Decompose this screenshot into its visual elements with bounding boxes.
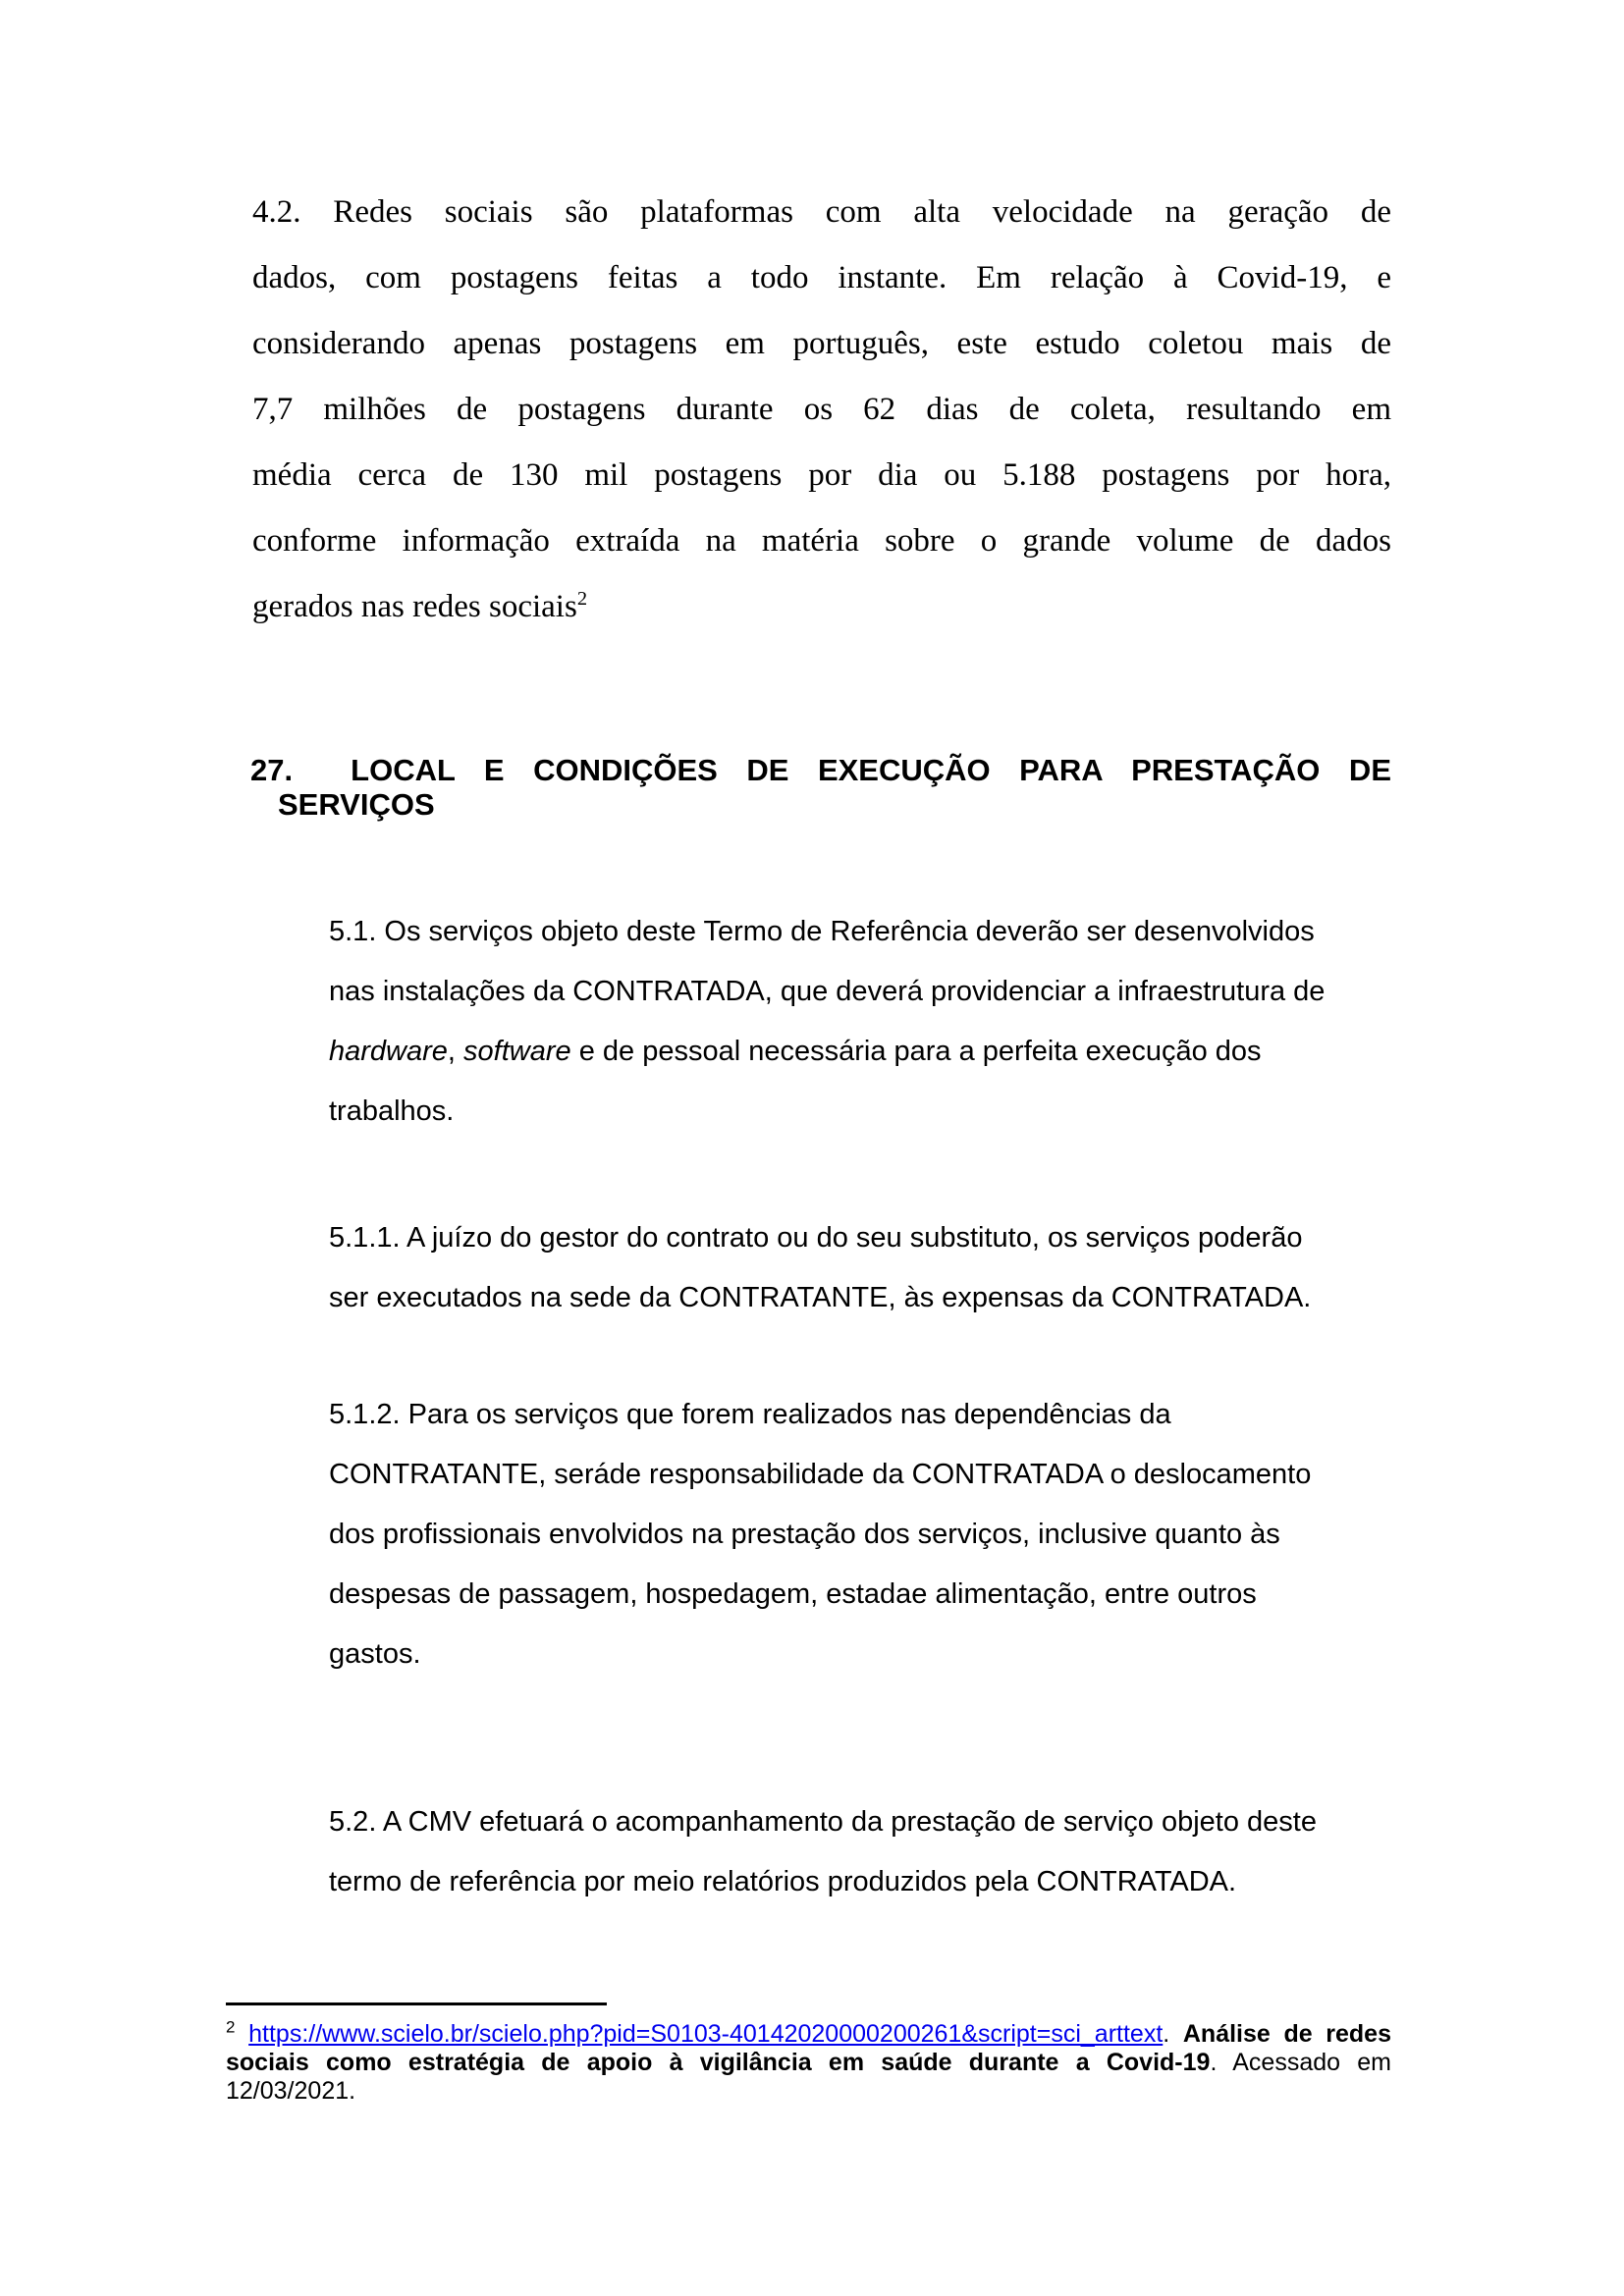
text-line — [252, 574, 1391, 640]
text-line: 5.1.1. A juízo do gestor do contrato ou do seu substituto, os serviços poderão — [329, 1222, 1303, 1254]
footnote — [226, 2017, 1392, 2106]
text-segment — [235, 2020, 248, 2048]
text-segment: gerados nas redes sociais — [252, 589, 577, 624]
footnote-url-link[interactable]: https://www.scielo.br/scielo.php?pid=S0103-40142020000200261&script=sci_arttext — [248, 2020, 1164, 2048]
paragraph-5-2 — [329, 1792, 1317, 1912]
text-segment: hardware — [329, 1036, 448, 1067]
footnote-ref-number: 2 — [226, 2017, 236, 2037]
text-segment: e de pessoal necessária para a perfeita execução dos — [570, 1036, 1262, 1067]
text-line — [329, 1022, 1325, 1082]
paragraph-5-1-2 — [329, 1385, 1311, 1684]
text-line — [226, 2049, 1391, 2077]
footnote-separator-rule — [226, 2002, 607, 2005]
text-line: 7,7 milhões de postagens durante os 62 dias de coleta, resultando em — [252, 392, 1391, 427]
text-line: considerando apenas postagens em português, este estudo coletou mais de — [252, 326, 1391, 361]
paragraph-5-1-1 — [329, 1208, 1311, 1328]
text-segment: Análise de redes — [1182, 2020, 1391, 2048]
text-line: conforme informação extraída na matéria sobre o grande volume de dados — [252, 523, 1391, 559]
text-line: trabalhos. — [329, 1095, 455, 1127]
text-segment: software — [463, 1036, 571, 1067]
text-line: SERVIÇOS — [278, 787, 435, 822]
text-line: termo de referência por meio relatórios produzidos pela CONTRATADA. — [329, 1866, 1237, 1897]
text-line — [226, 2017, 1391, 2049]
text-segment: sociais como estratégia de apoio à vigilância em saúde durante a Covid-19 — [226, 2049, 1211, 2076]
text-line: 27. LOCAL E CONDIÇÕES DE EXECUÇÃO PARA PRESTAÇÃO DE — [250, 753, 1391, 787]
text-segment: 12/03/2021. — [226, 2077, 356, 2105]
text-line — [226, 2077, 1391, 2106]
section-heading-27 — [250, 753, 1391, 822]
text-line: despesas de passagem, hospedagem, estadae alimentação, entre outros — [329, 1578, 1257, 1610]
text-line: gastos. — [329, 1638, 421, 1670]
text-line: média cerca de 130 mil postagens por dia ou 5.188 postagens por hora, — [252, 457, 1391, 493]
paragraph-4-2 — [252, 180, 1391, 640]
text-segment: , — [447, 1036, 464, 1067]
text-line: dados, com postagens feitas a todo instante. Em relação à Covid-19, e — [252, 260, 1391, 295]
text-line: nas instalações da CONTRATADA, que deverá providenciar a infraestrutura de — [329, 976, 1326, 1007]
footnote-ref-number: 2 — [576, 588, 588, 610]
text-segment: . — [1163, 2020, 1183, 2048]
text-line: CONTRATANTE, seráde responsabilidade da CONTRATADA o deslocamento — [329, 1459, 1312, 1490]
text-line: dos profissionais envolvidos na prestação dos serviços, inclusive quanto às — [329, 1519, 1280, 1550]
text-line: ser executados na sede da CONTRATANTE, às expensas da CONTRATADA. — [329, 1282, 1312, 1313]
text-segment: . Acessado em — [1210, 2049, 1392, 2076]
text-line: 5.1. Os serviços objeto deste Termo de Referência deverão ser desenvolvidos — [329, 916, 1315, 947]
text-line: 5.1.2. Para os serviços que forem realizados nas dependências da — [329, 1399, 1171, 1430]
paragraph-5-1 — [329, 902, 1325, 1142]
text-line: 5.2. A CMV efetuará o acompanhamento da prestação de serviço objeto deste — [329, 1806, 1317, 1838]
text-line: 4.2. Redes sociais são plataformas com alta velocidade na geração de — [252, 194, 1391, 230]
